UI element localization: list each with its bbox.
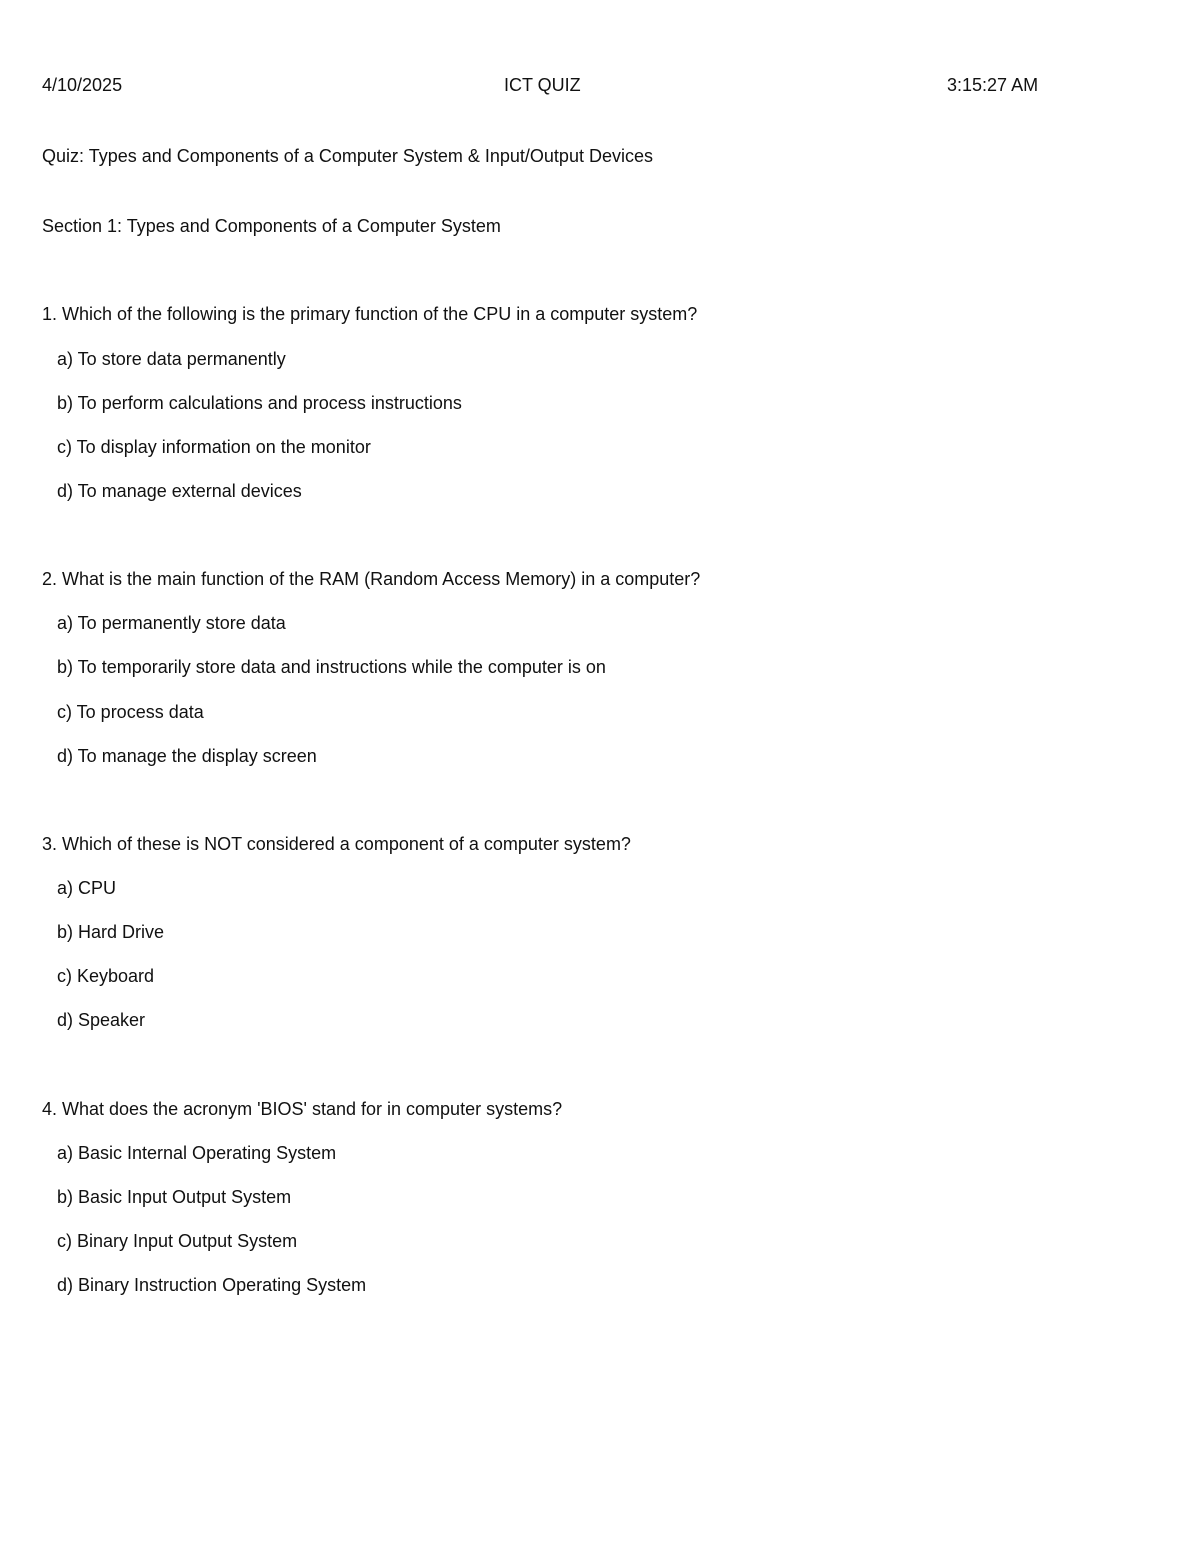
- question-2-option-a: a) To permanently store data: [57, 613, 286, 633]
- question-2: 2. What is the main function of the RAM (Random Access Memory) in a computer?: [42, 569, 701, 589]
- question-1: 1. Which of the following is the primary function of the CPU in a computer system?: [42, 304, 698, 324]
- question-3-option-a: a) CPU: [57, 878, 117, 898]
- section-title: Section 1: Types and Components of a Computer System: [42, 216, 501, 236]
- header-time: 3:15:27 AM: [947, 75, 1039, 95]
- header-date: 4/10/2025: [42, 75, 123, 95]
- question-3-option-d: d) Speaker: [57, 1010, 146, 1030]
- question-1-option-c: c) To display information on the monitor: [57, 437, 371, 457]
- question-1-option-a: a) To store data permanently: [57, 349, 286, 369]
- question-4: 4. What does the acronym 'BIOS' stand for in computer systems?: [42, 1099, 563, 1119]
- question-4-option-d: d) Binary Instruction Operating System: [57, 1275, 367, 1295]
- question-4-option-b: b) Basic Input Output System: [57, 1187, 292, 1207]
- question-2-option-b: b) To temporarily store data and instructions while the computer is on: [57, 657, 606, 677]
- question-2-option-d: d) To manage the display screen: [57, 746, 317, 766]
- question-1-option-d: d) To manage external devices: [57, 481, 302, 501]
- header-title: ICT QUIZ: [504, 75, 581, 95]
- question-2-option-c: c) To process data: [57, 702, 204, 722]
- question-4-option-c: c) Binary Input Output System: [57, 1231, 298, 1251]
- question-3: 3. Which of these is NOT considered a component of a computer system?: [42, 834, 631, 854]
- question-3-option-b: b) Hard Drive: [57, 922, 165, 942]
- question-1-option-b: b) To perform calculations and process instructions: [57, 393, 462, 413]
- question-4-option-a: a) Basic Internal Operating System: [57, 1143, 337, 1163]
- quiz-title: Quiz: Types and Components of a Computer System & Input/Output Devices: [42, 146, 653, 166]
- question-3-option-c: c) Keyboard: [57, 966, 155, 986]
